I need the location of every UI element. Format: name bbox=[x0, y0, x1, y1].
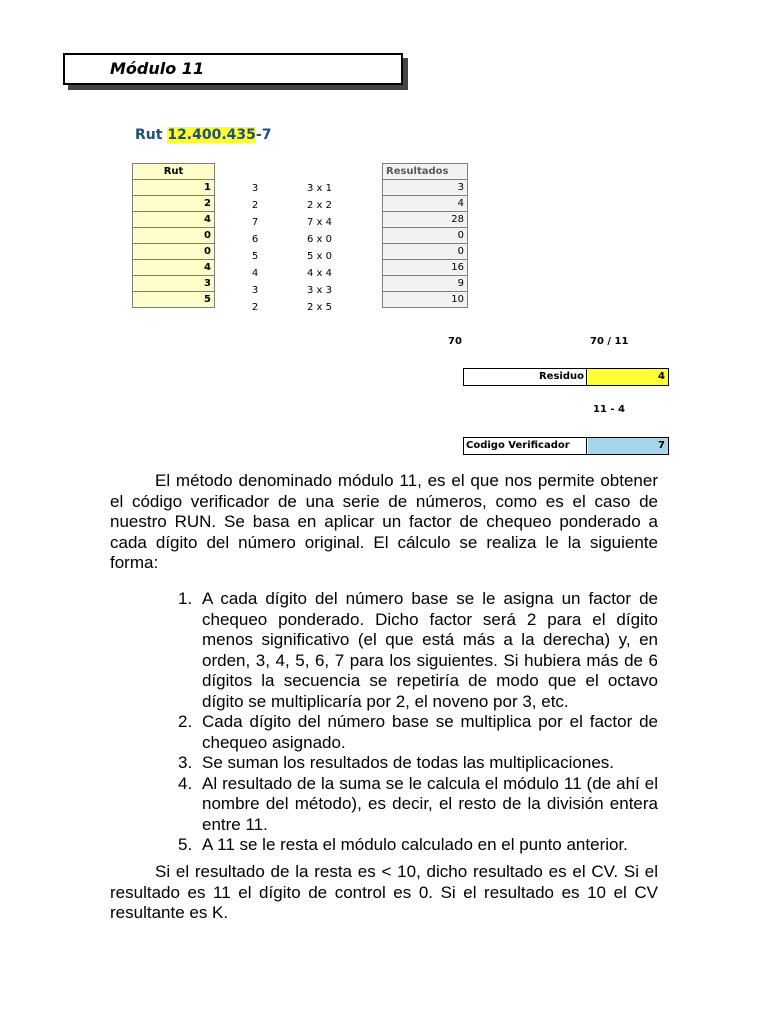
rut-suffix: -7 bbox=[255, 127, 272, 143]
multiplication-text: 3 x 3 bbox=[307, 285, 332, 296]
result-cell[interactable]: 28 bbox=[383, 212, 468, 228]
list-item bbox=[178, 589, 658, 712]
factor-value: 4 bbox=[251, 268, 259, 279]
subtraction-text: 11 - 4 bbox=[593, 404, 625, 415]
multiplication-text: 5 x 0 bbox=[307, 251, 332, 262]
residuo-row bbox=[463, 368, 669, 386]
rut-digit-cell[interactable]: 0 bbox=[133, 244, 215, 260]
list-item bbox=[178, 835, 658, 856]
list-item bbox=[178, 753, 658, 774]
residuo-value[interactable]: 4 bbox=[588, 369, 668, 385]
rut-digit-cell[interactable]: 1 bbox=[133, 180, 215, 196]
rut-digits-table bbox=[132, 163, 215, 308]
codigo-verificador-row bbox=[463, 437, 669, 455]
list-item bbox=[178, 774, 658, 836]
list-item bbox=[178, 712, 658, 753]
rut-digit-cell[interactable]: 5 bbox=[133, 292, 215, 308]
step-number: 5. bbox=[178, 835, 193, 854]
intro-paragraph: El método denominado módulo 11, es el que nos permite obtener el código verificador de una serie de números, como es el caso de nuestro RUN. Se basa en aplicar un factor de chequeo ponderado a cada dígito del número original. El cálculo se realiza le la siguiente forma: bbox=[110, 471, 658, 572]
page-title: Módulo 11 bbox=[63, 53, 403, 85]
factor-value: 5 bbox=[251, 251, 259, 262]
step-number: 3. bbox=[178, 753, 193, 772]
rut-digit-cell[interactable]: 2 bbox=[133, 196, 215, 212]
factor-value: 6 bbox=[251, 234, 259, 245]
rut-digit-cell[interactable]: 3 bbox=[133, 276, 215, 292]
steps-list bbox=[178, 589, 658, 856]
factor-value: 7 bbox=[251, 217, 259, 228]
residuo-label: Residuo bbox=[464, 369, 587, 385]
rut-number: 12.400.435 bbox=[167, 127, 256, 143]
step-text: Cada dígito del número base se multiplica por el factor de chequeo asignado. bbox=[202, 712, 658, 752]
multiplication-text: 3 x 1 bbox=[307, 183, 332, 194]
result-cell[interactable]: 9 bbox=[383, 276, 468, 292]
multiplication-text: 7 x 4 bbox=[307, 217, 332, 228]
conclusion-paragraph: Si el resultado de la resta es < 10, dicho resultado es el CV. Si el resultado es 11 el dígito de control es 0. Si el resultado es 10 el CV resultante es K. bbox=[110, 862, 658, 922]
results-table bbox=[382, 163, 468, 308]
multiplication-text: 4 x 4 bbox=[307, 268, 332, 279]
result-cell[interactable]: 0 bbox=[383, 228, 468, 244]
results-table-header: Resultados bbox=[383, 164, 468, 180]
rut-digit-cell[interactable]: 4 bbox=[133, 212, 215, 228]
result-cell[interactable]: 16 bbox=[383, 260, 468, 276]
step-number: 2. bbox=[178, 712, 193, 731]
step-number: 4. bbox=[178, 773, 193, 793]
rut-digit-cell[interactable]: 0 bbox=[133, 228, 215, 244]
rut-digit-cell[interactable]: 4 bbox=[133, 260, 215, 276]
rut-header bbox=[135, 127, 271, 143]
multiplication-text: 2 x 5 bbox=[307, 302, 332, 313]
codigo-verificador-value[interactable]: 7 bbox=[588, 438, 668, 454]
step-text: Al resultado de la suma se le calcula el módulo 11 (de ahí el nombre del método), es decir, el resto de la división entera entre 11. bbox=[202, 773, 658, 834]
step-text: A 11 se le resta el módulo calculado en el punto anterior. bbox=[202, 835, 628, 854]
rut-prefix: Rut bbox=[135, 127, 168, 143]
multiplication-text: 6 x 0 bbox=[307, 234, 332, 245]
factor-value: 2 bbox=[251, 302, 259, 313]
factor-value: 3 bbox=[251, 285, 259, 296]
division-text: 70 / 11 bbox=[590, 336, 629, 347]
sum-value: 70 bbox=[448, 336, 462, 347]
multiplication-text: 2 x 2 bbox=[307, 200, 332, 211]
result-cell[interactable]: 3 bbox=[383, 180, 468, 196]
rut-table-header: Rut bbox=[133, 164, 215, 180]
result-cell[interactable]: 10 bbox=[383, 292, 468, 308]
step-number: 1. bbox=[178, 589, 193, 608]
step-text: A cada dígito del número base se le asigna un factor de chequeo ponderado. Dicho factor será 2 para el dígito menos significativo (el que está más a la derecha) y, en orden, 3, 4, 5, 6, 7 para los siguientes. Si hubiera más de 6 dígitos la secuencia se repetiría de modo que el octavo dígito se multiplicaría por 2, el noveno por 3, etc. bbox=[202, 589, 658, 711]
factor-value: 3 bbox=[251, 183, 259, 194]
result-cell[interactable]: 4 bbox=[383, 196, 468, 212]
result-cell[interactable]: 0 bbox=[383, 244, 468, 260]
factor-value: 2 bbox=[251, 200, 259, 211]
codigo-verificador-label: Codigo Verificador bbox=[464, 438, 587, 454]
step-text: Se suman los resultados de todas las multiplicaciones. bbox=[202, 753, 614, 772]
